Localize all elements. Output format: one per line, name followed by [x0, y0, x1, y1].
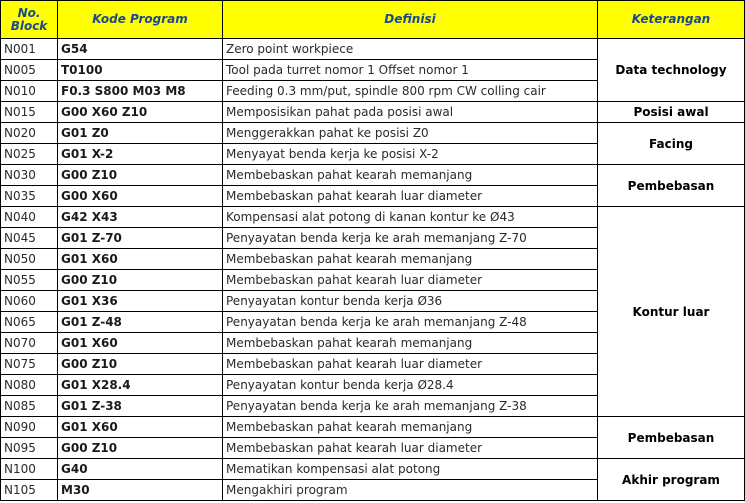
block-cell: N001 [1, 39, 58, 60]
header-no-block-line1: No. [17, 5, 41, 20]
definition-cell: Penyayatan kontur benda kerja Ø28.4 [223, 375, 598, 396]
definition-cell: Feeding 0.3 mm/put, spindle 800 rpm CW colling cair [223, 81, 598, 102]
definition-cell: Membebaskan pahat kearah memanjang [223, 417, 598, 438]
code-cell: G01 Z-38 [58, 396, 223, 417]
table-row [1, 102, 745, 123]
table-row [1, 459, 745, 480]
code-cell: G01 Z-70 [58, 228, 223, 249]
block-cell: N015 [1, 102, 58, 123]
code-cell: G00 X60 [58, 186, 223, 207]
code-cell: G01 Z0 [58, 123, 223, 144]
code-cell: G54 [58, 39, 223, 60]
block-cell: N060 [1, 291, 58, 312]
block-cell: N105 [1, 480, 58, 501]
block-cell: N035 [1, 186, 58, 207]
code-cell: G42 X43 [58, 207, 223, 228]
definition-cell: Membebaskan pahat kearah memanjang [223, 249, 598, 270]
code-cell: G01 X-2 [58, 144, 223, 165]
block-cell: N095 [1, 438, 58, 459]
code-cell: G01 X60 [58, 249, 223, 270]
code-cell: G01 X60 [58, 333, 223, 354]
keterangan-cell: Kontur luar [598, 207, 745, 417]
definition-cell: Membebaskan pahat kearah luar diameter [223, 438, 598, 459]
code-cell: G00 Z10 [58, 270, 223, 291]
keterangan-cell: Akhir program [598, 459, 745, 501]
table-row [1, 123, 745, 144]
keterangan-cell: Facing [598, 123, 745, 165]
block-cell: N005 [1, 60, 58, 81]
block-cell: N075 [1, 354, 58, 375]
table-row [1, 207, 745, 228]
definition-cell: Membebaskan pahat kearah memanjang [223, 333, 598, 354]
block-cell: N020 [1, 123, 58, 144]
table-row [1, 165, 745, 186]
block-cell: N080 [1, 375, 58, 396]
header-no-block-line2: Block [10, 18, 48, 33]
block-cell: N050 [1, 249, 58, 270]
definition-cell: Kompensasi alat potong di kanan kontur ke Ø43 [223, 207, 598, 228]
block-cell: N030 [1, 165, 58, 186]
definition-cell: Zero point workpiece [223, 39, 598, 60]
header-kode-program: Kode Program [58, 1, 223, 39]
definition-cell: Penyayatan benda kerja ke arah memanjang Z-48 [223, 312, 598, 333]
code-cell: G00 Z10 [58, 438, 223, 459]
code-cell: G01 X60 [58, 417, 223, 438]
block-cell: N065 [1, 312, 58, 333]
header-definisi: Definisi [223, 1, 598, 39]
definition-cell: Mengakhiri program [223, 480, 598, 501]
keterangan-cell: Pembebasan [598, 165, 745, 207]
block-cell: N100 [1, 459, 58, 480]
definition-cell: Menyayat benda kerja ke posisi X-2 [223, 144, 598, 165]
definition-cell: Penyayatan benda kerja ke arah memanjang Z-70 [223, 228, 598, 249]
code-cell: G01 X28.4 [58, 375, 223, 396]
code-cell: G00 X60 Z10 [58, 102, 223, 123]
code-cell: T0100 [58, 60, 223, 81]
table-row [1, 417, 745, 438]
definition-cell: Membebaskan pahat kearah luar diameter [223, 270, 598, 291]
block-cell: N010 [1, 81, 58, 102]
table-row [1, 39, 745, 60]
block-cell: N090 [1, 417, 58, 438]
code-cell: M30 [58, 480, 223, 501]
block-cell: N040 [1, 207, 58, 228]
block-cell: N055 [1, 270, 58, 291]
definition-cell: Menggerakkan pahat ke posisi Z0 [223, 123, 598, 144]
definition-cell: Membebaskan pahat kearah memanjang [223, 165, 598, 186]
table-body [1, 39, 745, 501]
block-cell: N045 [1, 228, 58, 249]
definition-cell: Membebaskan pahat kearah luar diameter [223, 186, 598, 207]
definition-cell: Penyayatan benda kerja ke arah memanjang Z-38 [223, 396, 598, 417]
definition-cell: Penyayatan kontur benda kerja Ø36 [223, 291, 598, 312]
keterangan-cell: Posisi awal [598, 102, 745, 123]
header-no-block [1, 1, 58, 39]
definition-cell: Memposisikan pahat pada posisi awal [223, 102, 598, 123]
block-cell: N085 [1, 396, 58, 417]
block-cell: N025 [1, 144, 58, 165]
definition-cell: Membebaskan pahat kearah luar diameter [223, 354, 598, 375]
keterangan-cell: Pembebasan [598, 417, 745, 459]
code-cell: F0.3 S800 M03 M8 [58, 81, 223, 102]
code-cell: G01 Z-48 [58, 312, 223, 333]
table-header-row [1, 1, 745, 39]
code-cell: G00 Z10 [58, 165, 223, 186]
code-cell: G40 [58, 459, 223, 480]
header-keterangan: Keterangan [598, 1, 745, 39]
block-cell: N070 [1, 333, 58, 354]
keterangan-cell: Data technology [598, 39, 745, 102]
definition-cell: Tool pada turret nomor 1 Offset nomor 1 [223, 60, 598, 81]
code-cell: G00 Z10 [58, 354, 223, 375]
definition-cell: Mematikan kompensasi alat potong [223, 459, 598, 480]
code-cell: G01 X36 [58, 291, 223, 312]
